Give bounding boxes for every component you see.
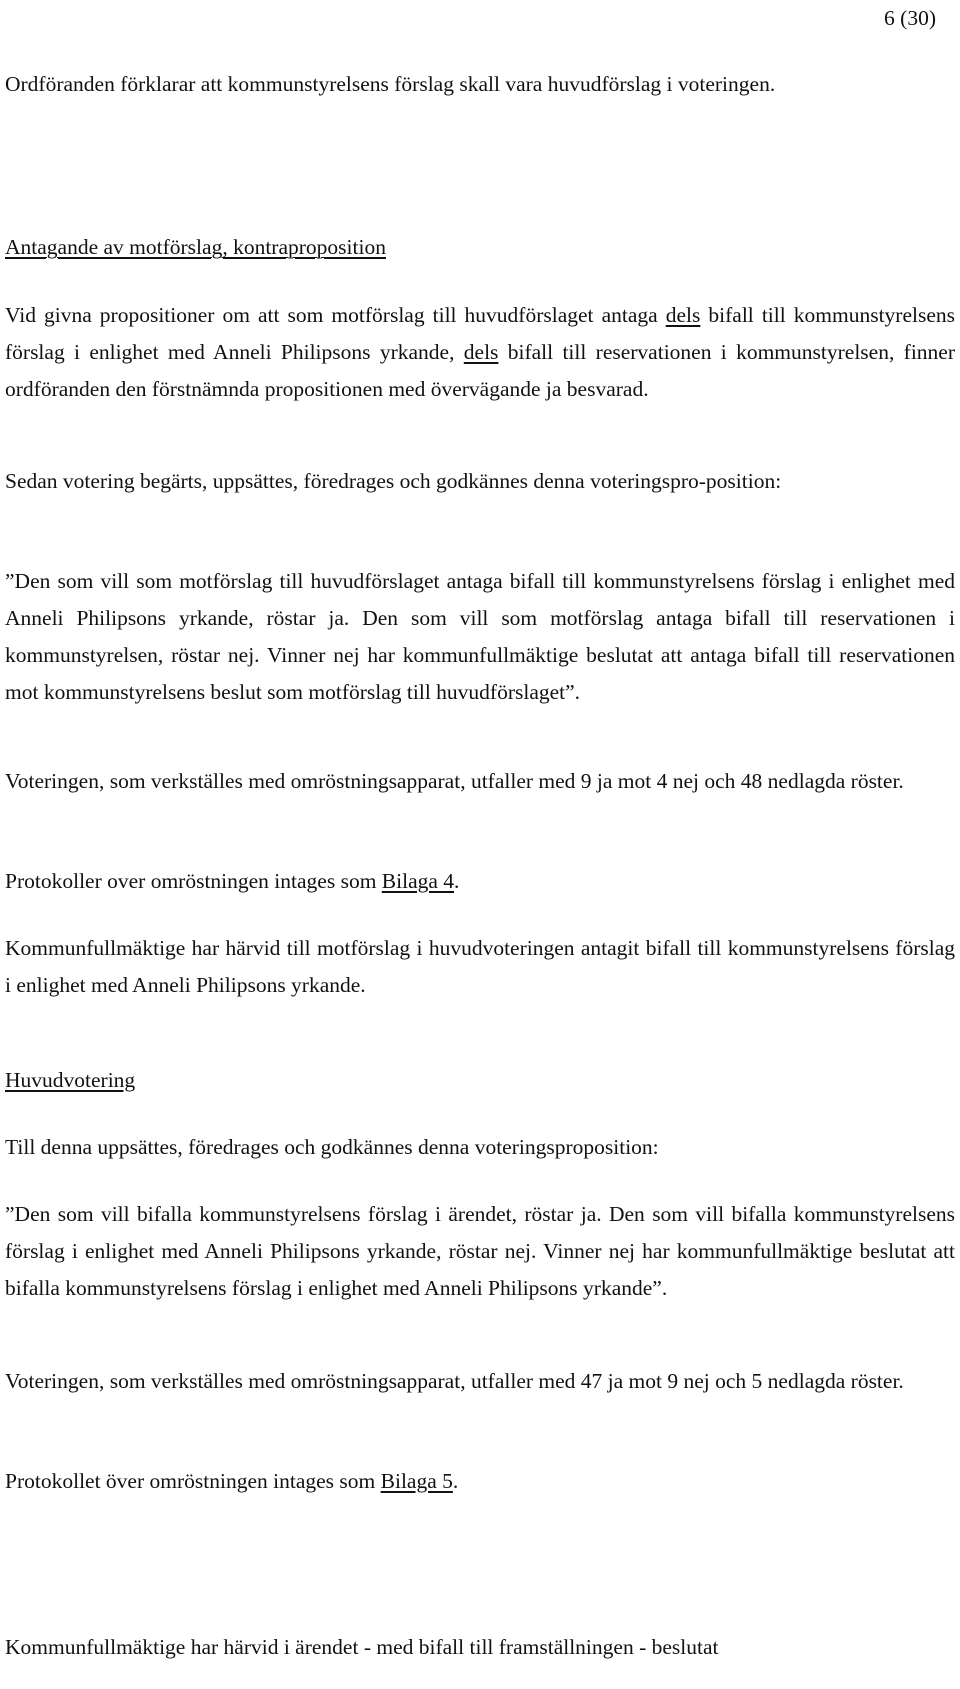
dels-emphasis-2: dels (463, 340, 499, 364)
dels-emphasis-1: dels (665, 303, 701, 327)
final-decision-paragraph: Kommunfullmäktige har härvid i ärendet - med bifall till framställningen - beslutat (5, 1635, 719, 1659)
vote-request-paragraph-2: Till denna uppsättes, föredrages och godkännes denna voteringsproposition: (5, 1135, 659, 1159)
protocols-text-2: Protokollet över omröstningen intages som (5, 1469, 381, 1493)
protocols-end-1: . (454, 869, 460, 893)
attachment-4-link[interactable]: Bilaga 4 (381, 869, 455, 893)
propositions-text-a: Vid givna propositioner om att som motförslag till huvudförslaget antaga (5, 303, 666, 327)
vote-proposition-paragraph-2: ”Den som vill bifalla kommunstyrelsens förslag i ärendet, röstar ja. Den som vill bifalla kommunstyrelsens förslag i enlighet med Anneli Philipsons yrkande, röstar nej. Vinner nej har kommunfullmäktige beslutat att bifalla kommunstyrelsens förslag i enlighet med Anneli Philipsons yrkande”. (5, 1202, 955, 1300)
protocols-end-2: . (452, 1469, 459, 1493)
page-number: 6 (30) (884, 6, 936, 30)
main-vote-heading (5, 1062, 955, 1099)
chair-statement-paragraph: Ordföranden förklarar att kommunstyrelsens förslag skall vara huvudförslag i voteringen. (5, 72, 776, 96)
counter-proposition-heading-text: Antagande av motförslag, kontraproposition (5, 235, 386, 259)
vote-request-paragraph-1: Sedan votering begärts, uppsättes, föredrages och godkännes denna voteringspro-position: (5, 469, 782, 493)
propositions-paragraph (5, 297, 955, 408)
vote-proposition-paragraph-1: ”Den som vill som motförslag till huvudförslaget antaga bifall till kommunstyrelsens förslag i enlighet med Anneli Philipsons yrkande, röstar ja. Den som vill som motförslag antaga bifall till reservationen i kommunstyrelsen, röstar nej. Vinner nej har kommunfullmäktige beslutat att antaga bifall till reservationen mot kommunstyrelsens beslut som motförslag till huvudförslaget”. (5, 569, 955, 704)
propositions-text-c: bifall till reservationen i kommunstyrelsen, finner ordföranden den förstnämnda propositionen med övervägande ja besvarad. (5, 340, 955, 401)
protocols-text-1: Protokoller over omröstningen intages som (5, 869, 382, 893)
vote-result-paragraph-1: Voteringen, som verkställes med omröstningsapparat, utfaller med 9 ja mot 4 nej och 48 nedlagda röster. (5, 769, 904, 793)
propositions-text-b: bifall till kommunstyrelsens förslag i enlighet med Anneli Philipsons yrkande, (5, 303, 955, 364)
protocols-paragraph-1 (5, 863, 955, 900)
decision-paragraph-1: Kommunfullmäktige har härvid till motförslag i huvudvoteringen antagit bifall till kommunstyrelsens förslag i enlighet med Anneli Philipsons yrkande. (5, 936, 955, 997)
main-vote-heading-text: Huvudvotering (5, 1068, 136, 1092)
vote-result-paragraph-2: Voteringen, som verkställes med omröstningsapparat, utfaller med 47 ja mot 9 nej och 5 nedlagda röster. (5, 1369, 904, 1393)
counter-proposition-heading (5, 229, 955, 266)
attachment-5-link[interactable]: Bilaga 5 (380, 1469, 453, 1493)
protocols-paragraph-2 (5, 1463, 955, 1500)
